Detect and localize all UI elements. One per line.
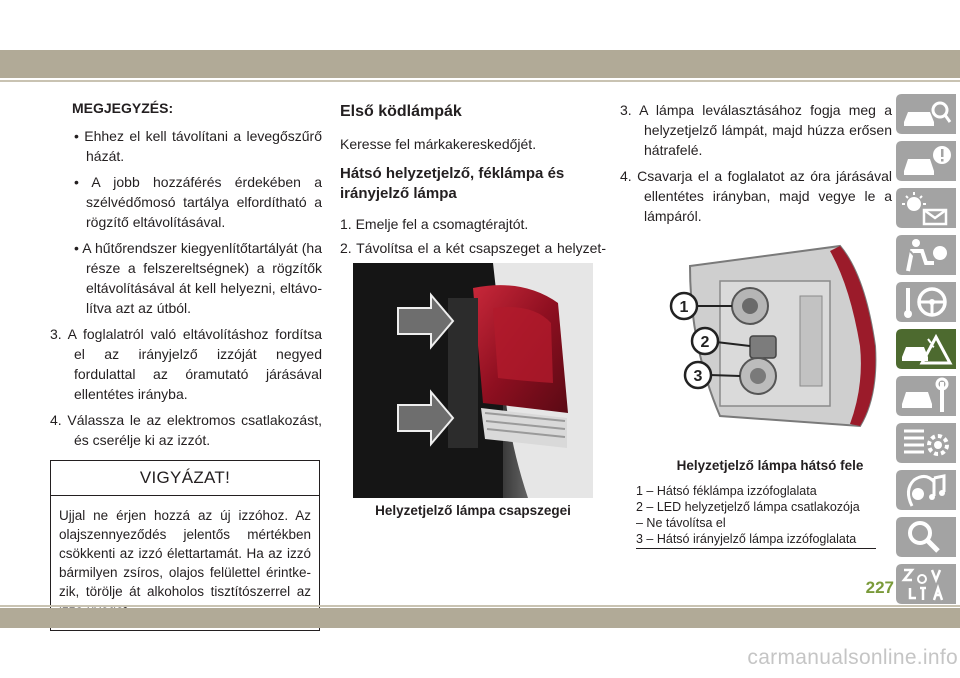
seatbelt-airbag-icon [890, 233, 956, 277]
fog-lamps-heading: Első ködlámpák [340, 103, 462, 120]
right-step-4: 4. Csavarja el a foglalatot az óra járásával ellentétes irányban, majd vegye le a lámpáról. [620, 168, 892, 224]
callout-2: 2 [700, 334, 710, 351]
legend-item-2: 2 – LED helyzetjelző lámpa csatlakozója [636, 500, 860, 514]
roadside-emergency-icon [890, 327, 956, 371]
car-warning-icon [890, 139, 956, 183]
legend-item-1: 1 – Hátsó féklámpa izzófoglalata [636, 484, 817, 498]
page-number: 227 [865, 578, 894, 597]
footer-band [0, 608, 960, 628]
caution-title: VIGYÁZAT! [51, 461, 319, 496]
caution-body: Ujjal ne érjen hozzá az új izzóhoz. Az olajszennyeződés jelentős mértékben csökkenti az izzó élettartamát. Ha az izzó bármilyen zsíros, olajos felülettel érintkezik, törölje át alkoholos tisztítószerrel az [59, 508, 311, 599]
tab-search[interactable] [890, 515, 956, 559]
dashboard-lights-icon [890, 186, 956, 230]
tail-lamp-bolts-photo [353, 263, 593, 498]
note-bullet-3: • A hűtőrendszer kiegyenlítőtartályát (ha része a felszereltségnek) a rögzítők eltávolításával át kell helyezni, eltávolítva azt az útból. [74, 240, 322, 316]
tab-car-info[interactable] [890, 92, 956, 136]
legend-underline [636, 548, 876, 549]
tab-seatbelt-airbag[interactable] [890, 233, 956, 277]
middle-column [340, 100, 606, 282]
legend-item-3: 3 – Hátsó irányjelző lámpa izzófoglalata [636, 532, 857, 546]
legend-item-2-note: – Ne távolítsa el [636, 516, 726, 530]
note-title: MEGJEGYZÉS: [72, 100, 174, 116]
right-column [620, 100, 892, 232]
tail-lamp-bolts-illustration [353, 263, 593, 498]
tab-dashboard-lights[interactable] [890, 186, 956, 230]
callout-3: 3 [693, 368, 703, 385]
back-photo-caption: Helyzetjelző lámpa hátsó fele [676, 458, 864, 473]
left-step-3: 3. A foglalatról való eltávolításhoz fordítsa el az irányjelző izzóját negyed fordulattal az óramutató járásával ellentétes irányba. [50, 326, 322, 402]
tab-multimedia[interactable] [890, 468, 956, 512]
header-band [0, 50, 960, 78]
callout-1: 1 [679, 299, 689, 316]
steering-wheel-icon [890, 280, 956, 324]
tab-car-warning[interactable] [890, 139, 956, 183]
left-step-4: 4. Válassza le az elektromos csatlakozást, és cserélje ki az izzót. [50, 412, 322, 448]
fog-lamps-text: Keresse fel márkakereskedőjét. [340, 136, 537, 152]
tail-lamp-back-illustration [650, 236, 890, 458]
tab-steering-wheel[interactable] [890, 280, 956, 324]
mid-step-1: 1. Emelje fel a csomagtérajtót. [340, 216, 529, 232]
car-info-icon [890, 92, 956, 136]
note-bullet-2: • A jobb hozzáférés érdekében a szélvédőmosó tartálya elfordítható a rögzítő eltávolításával. [74, 174, 322, 230]
bolts-photo-caption: Helyzetjelző lámpa csapszegei [375, 503, 571, 518]
tail-lamp-heading: Hátsó helyzetjelző, féklámpa és irányjelző lámpa [340, 165, 565, 202]
tab-car-service[interactable] [890, 374, 956, 418]
multimedia-icon [890, 468, 956, 512]
photo-legend [636, 483, 876, 547]
footer-band-line [0, 605, 960, 607]
language-index-icon [890, 562, 956, 606]
right-step-3: 3. A lámpa leválasztásához fogja meg a helyzetjelző lámpát, majd húzza erősen hátrafelé. [620, 102, 892, 158]
tail-lamp-back-photo [650, 236, 890, 458]
watermark: carmanualsonline.info [747, 646, 958, 669]
car-service-wrench-icon [890, 374, 956, 418]
left-column [50, 98, 322, 631]
tab-language-index[interactable] [890, 562, 956, 606]
mid-step-2: 2. Távolítsa el a két csapszeget a helyzet [340, 240, 606, 256]
note-bullet-1: • Ehhez el kell távolítani a levegőszűrő házát. [74, 128, 322, 164]
header-band-line [0, 80, 960, 82]
search-index-icon [890, 515, 956, 559]
tab-roadside-emergency[interactable] [890, 327, 956, 371]
tab-specifications[interactable] [890, 421, 956, 465]
specifications-gear-icon [890, 421, 956, 465]
